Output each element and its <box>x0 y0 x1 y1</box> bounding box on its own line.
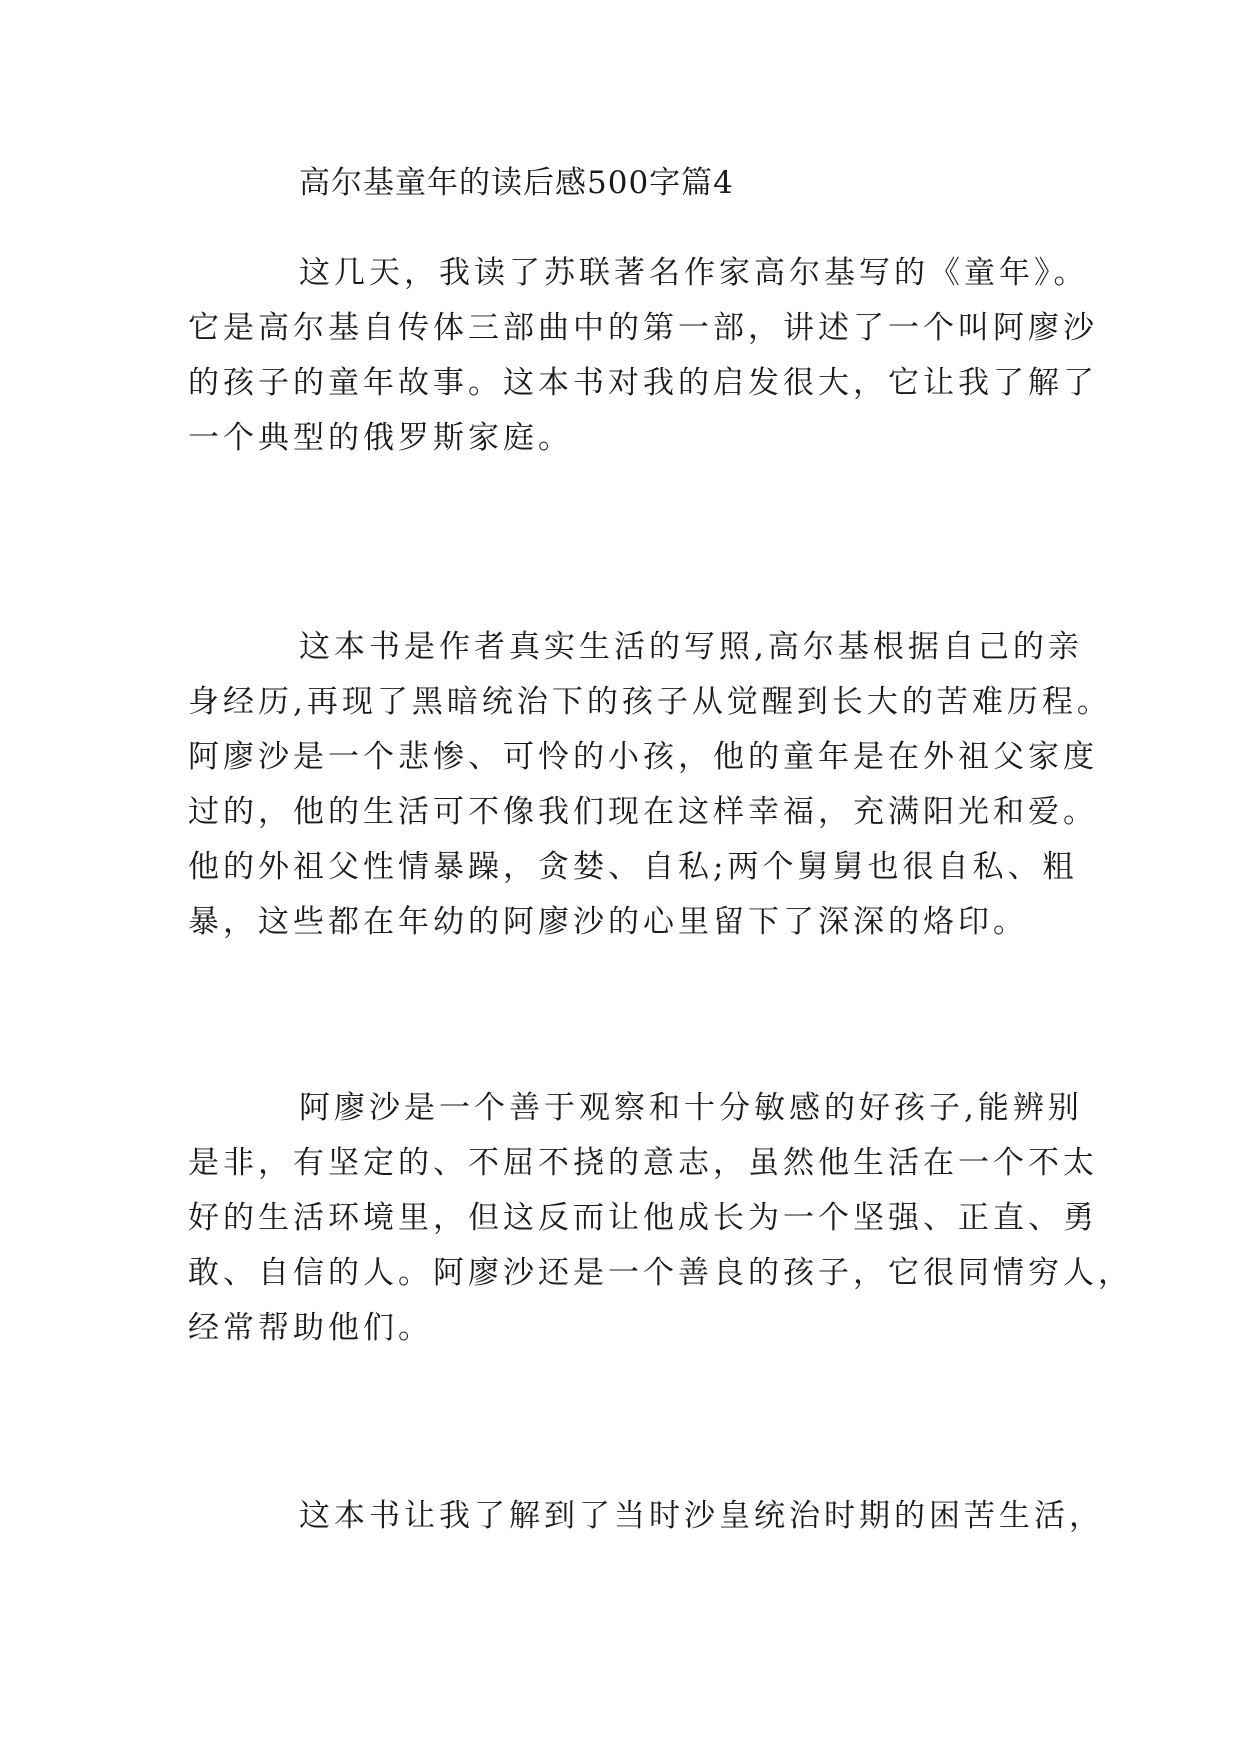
paragraph-line: 经常帮助他们。 <box>188 1310 433 1346</box>
paragraph-line: 过的，他的生活可不像我们现在这样幸福，充满阳光和爱。 <box>188 794 1098 830</box>
paragraph-line: 身经历,再现了黑暗统治下的孩子从觉醒到长大的苦难历程。 <box>188 684 1112 720</box>
paragraph <box>188 246 1098 466</box>
paragraph-line: 它是高尔基自传体三部曲中的第一部，讲述了一个叫阿廖沙 <box>188 310 1098 346</box>
paragraph-line: 敢、自信的人。阿廖沙还是一个善良的孩子，它很同情穷人， <box>188 1255 1133 1291</box>
paragraph-line: 一个典型的俄罗斯家庭。 <box>188 420 573 456</box>
paragraph-line: 这几天，我读了苏联著名作家高尔基写的《童年》。 <box>299 255 1089 291</box>
paragraph-line: 他的外祖父性情暴躁，贪婪、自私;两个舅舅也很自私、粗 <box>188 849 1078 885</box>
paragraph-line: 的孩子的童年故事。这本书对我的启发很大，它让我了解了 <box>188 365 1098 401</box>
paragraph-line: 阿廖沙是一个善于观察和十分敏感的好孩子,能辨别 <box>299 1090 1083 1126</box>
paragraph-line: 这本书是作者真实生活的写照,高尔基根据自己的亲 <box>299 629 1083 665</box>
paragraph-line: 这本书让我了解到了当时沙皇统治时期的困苦生活， <box>299 1498 1104 1534</box>
document-title: 高尔基童年的读后感500字篇4 <box>299 165 734 201</box>
paragraph <box>188 1081 1133 1356</box>
paragraph <box>188 620 1112 950</box>
paragraph <box>188 1489 1104 1544</box>
paragraph-line: 暴，这些都在年幼的阿廖沙的心里留下了深深的烙印。 <box>188 904 1028 940</box>
paragraph-line: 好的生活环境里，但这反而让他成长为一个坚强、正直、勇 <box>188 1200 1098 1236</box>
paragraph-line: 阿廖沙是一个悲惨、可怜的小孩，他的童年是在外祖父家度 <box>188 739 1098 775</box>
paragraph-line: 是非，有坚定的、不屈不挠的意志，虽然他生活在一个不太 <box>188 1145 1098 1181</box>
